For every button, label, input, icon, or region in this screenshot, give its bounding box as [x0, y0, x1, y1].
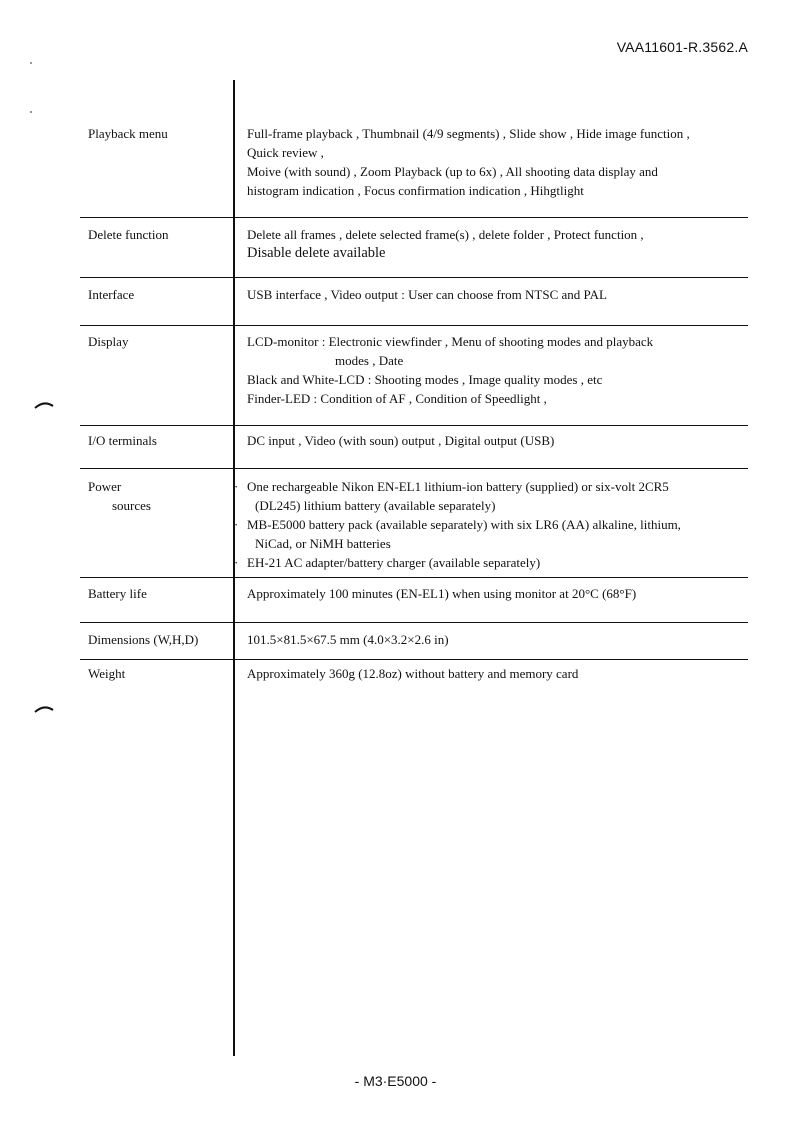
spec-row-weight — [80, 664, 748, 688]
spec-value — [247, 225, 747, 263]
spec-value-line: NiCad, or NiMH batteries — [255, 536, 391, 551]
spec-value-line: Full-frame playback , Thumbnail (4/9 segments) , Slide show , Hide image function , — [247, 126, 690, 141]
spec-value — [234, 477, 747, 572]
spec-value — [247, 630, 747, 649]
spec-row-power-sources — [80, 477, 748, 578]
spec-value — [247, 431, 747, 450]
spec-value-line: LCD-monitor : Electronic viewfinder , Menu of shooting modes and playback — [247, 334, 654, 349]
spec-row-interface — [80, 285, 748, 326]
spec-label: Dimensions (W,H,D) — [88, 632, 199, 647]
spec-row-io-terminals — [80, 431, 748, 469]
spec-label: I/O terminals — [88, 433, 157, 448]
spec-value — [247, 124, 747, 200]
spec-label: Battery life — [88, 586, 147, 601]
margin-dot — [30, 62, 32, 64]
spec-value-line: Finder-LED : Condition of AF , Condition of Speedlight , — [247, 391, 547, 406]
spec-value-line: Approximately 100 minutes (EN-EL1) when using monitor at 20°C (68°F) — [247, 586, 637, 601]
hole-punch-mark-icon — [34, 401, 54, 409]
spec-value-line: Quick review , — [247, 145, 324, 160]
spec-row-playback-menu — [80, 124, 748, 218]
spec-label — [88, 477, 232, 515]
spec-value-line: One rechargeable Nikon EN-EL1 lithium-ion battery (supplied) or six-volt 2CR5 — [247, 479, 669, 494]
spec-row-battery-life — [80, 584, 748, 623]
spec-value — [247, 285, 747, 304]
bullet-icon: · — [234, 555, 239, 570]
bullet-icon: · — [234, 517, 239, 532]
spec-value-line: modes , Date — [335, 353, 404, 368]
spec-value — [247, 584, 747, 603]
spec-label: Weight — [88, 666, 126, 681]
spec-value-line: Moive (with sound) , Zoom Playback (up to 6x) , All shooting data display and — [247, 164, 658, 179]
document-code: VAA11601-R.3562.A — [616, 39, 748, 55]
spec-value-line: MB-E5000 battery pack (available separately) with six LR6 (AA) alkaline, lithium, — [247, 517, 681, 532]
spec-value — [247, 332, 747, 408]
spec-label: Playback menu — [88, 126, 168, 141]
spec-value-line: Black and White-LCD : Shooting modes , Image quality modes , etc — [247, 372, 603, 387]
hole-punch-mark-icon — [34, 705, 54, 713]
spec-value-line: Delete all frames , delete selected frame(s) , delete folder , Protect function , — [247, 227, 644, 242]
spec-row-dimensions — [80, 630, 748, 660]
spec-row-delete-function — [80, 225, 748, 278]
spec-value-line: 101.5×81.5×67.5 mm (4.0×3.2×2.6 in) — [247, 632, 449, 647]
spec-label: Delete function — [88, 227, 169, 242]
spec-value-line: (DL245) lithium battery (available separately) — [255, 498, 496, 513]
spec-value-line: Approximately 360g (12.8oz) without battery and memory card — [247, 666, 579, 681]
spec-value-line: USB interface , Video output : User can choose from NTSC and PAL — [247, 287, 607, 302]
spec-row-display — [80, 332, 748, 426]
spec-label: Display — [88, 334, 129, 349]
page-footer: - M3·E5000 - — [354, 1073, 437, 1089]
margin-dot — [30, 111, 32, 113]
spec-value — [247, 664, 747, 683]
spec-label: Interface — [88, 287, 135, 302]
spec-label-line: Power — [88, 479, 122, 494]
spec-value-line: histogram indication , Focus confirmation indication , Hihgtlight — [247, 183, 584, 198]
spec-value-line: Disable delete available — [247, 245, 386, 261]
spec-value-line: EH-21 AC adapter/battery charger (available separately) — [247, 555, 541, 570]
spec-label-line: sources — [112, 498, 151, 513]
bullet-icon: · — [234, 479, 239, 494]
spec-value-line: DC input , Video (with soun) output , Digital output (USB) — [247, 433, 555, 448]
